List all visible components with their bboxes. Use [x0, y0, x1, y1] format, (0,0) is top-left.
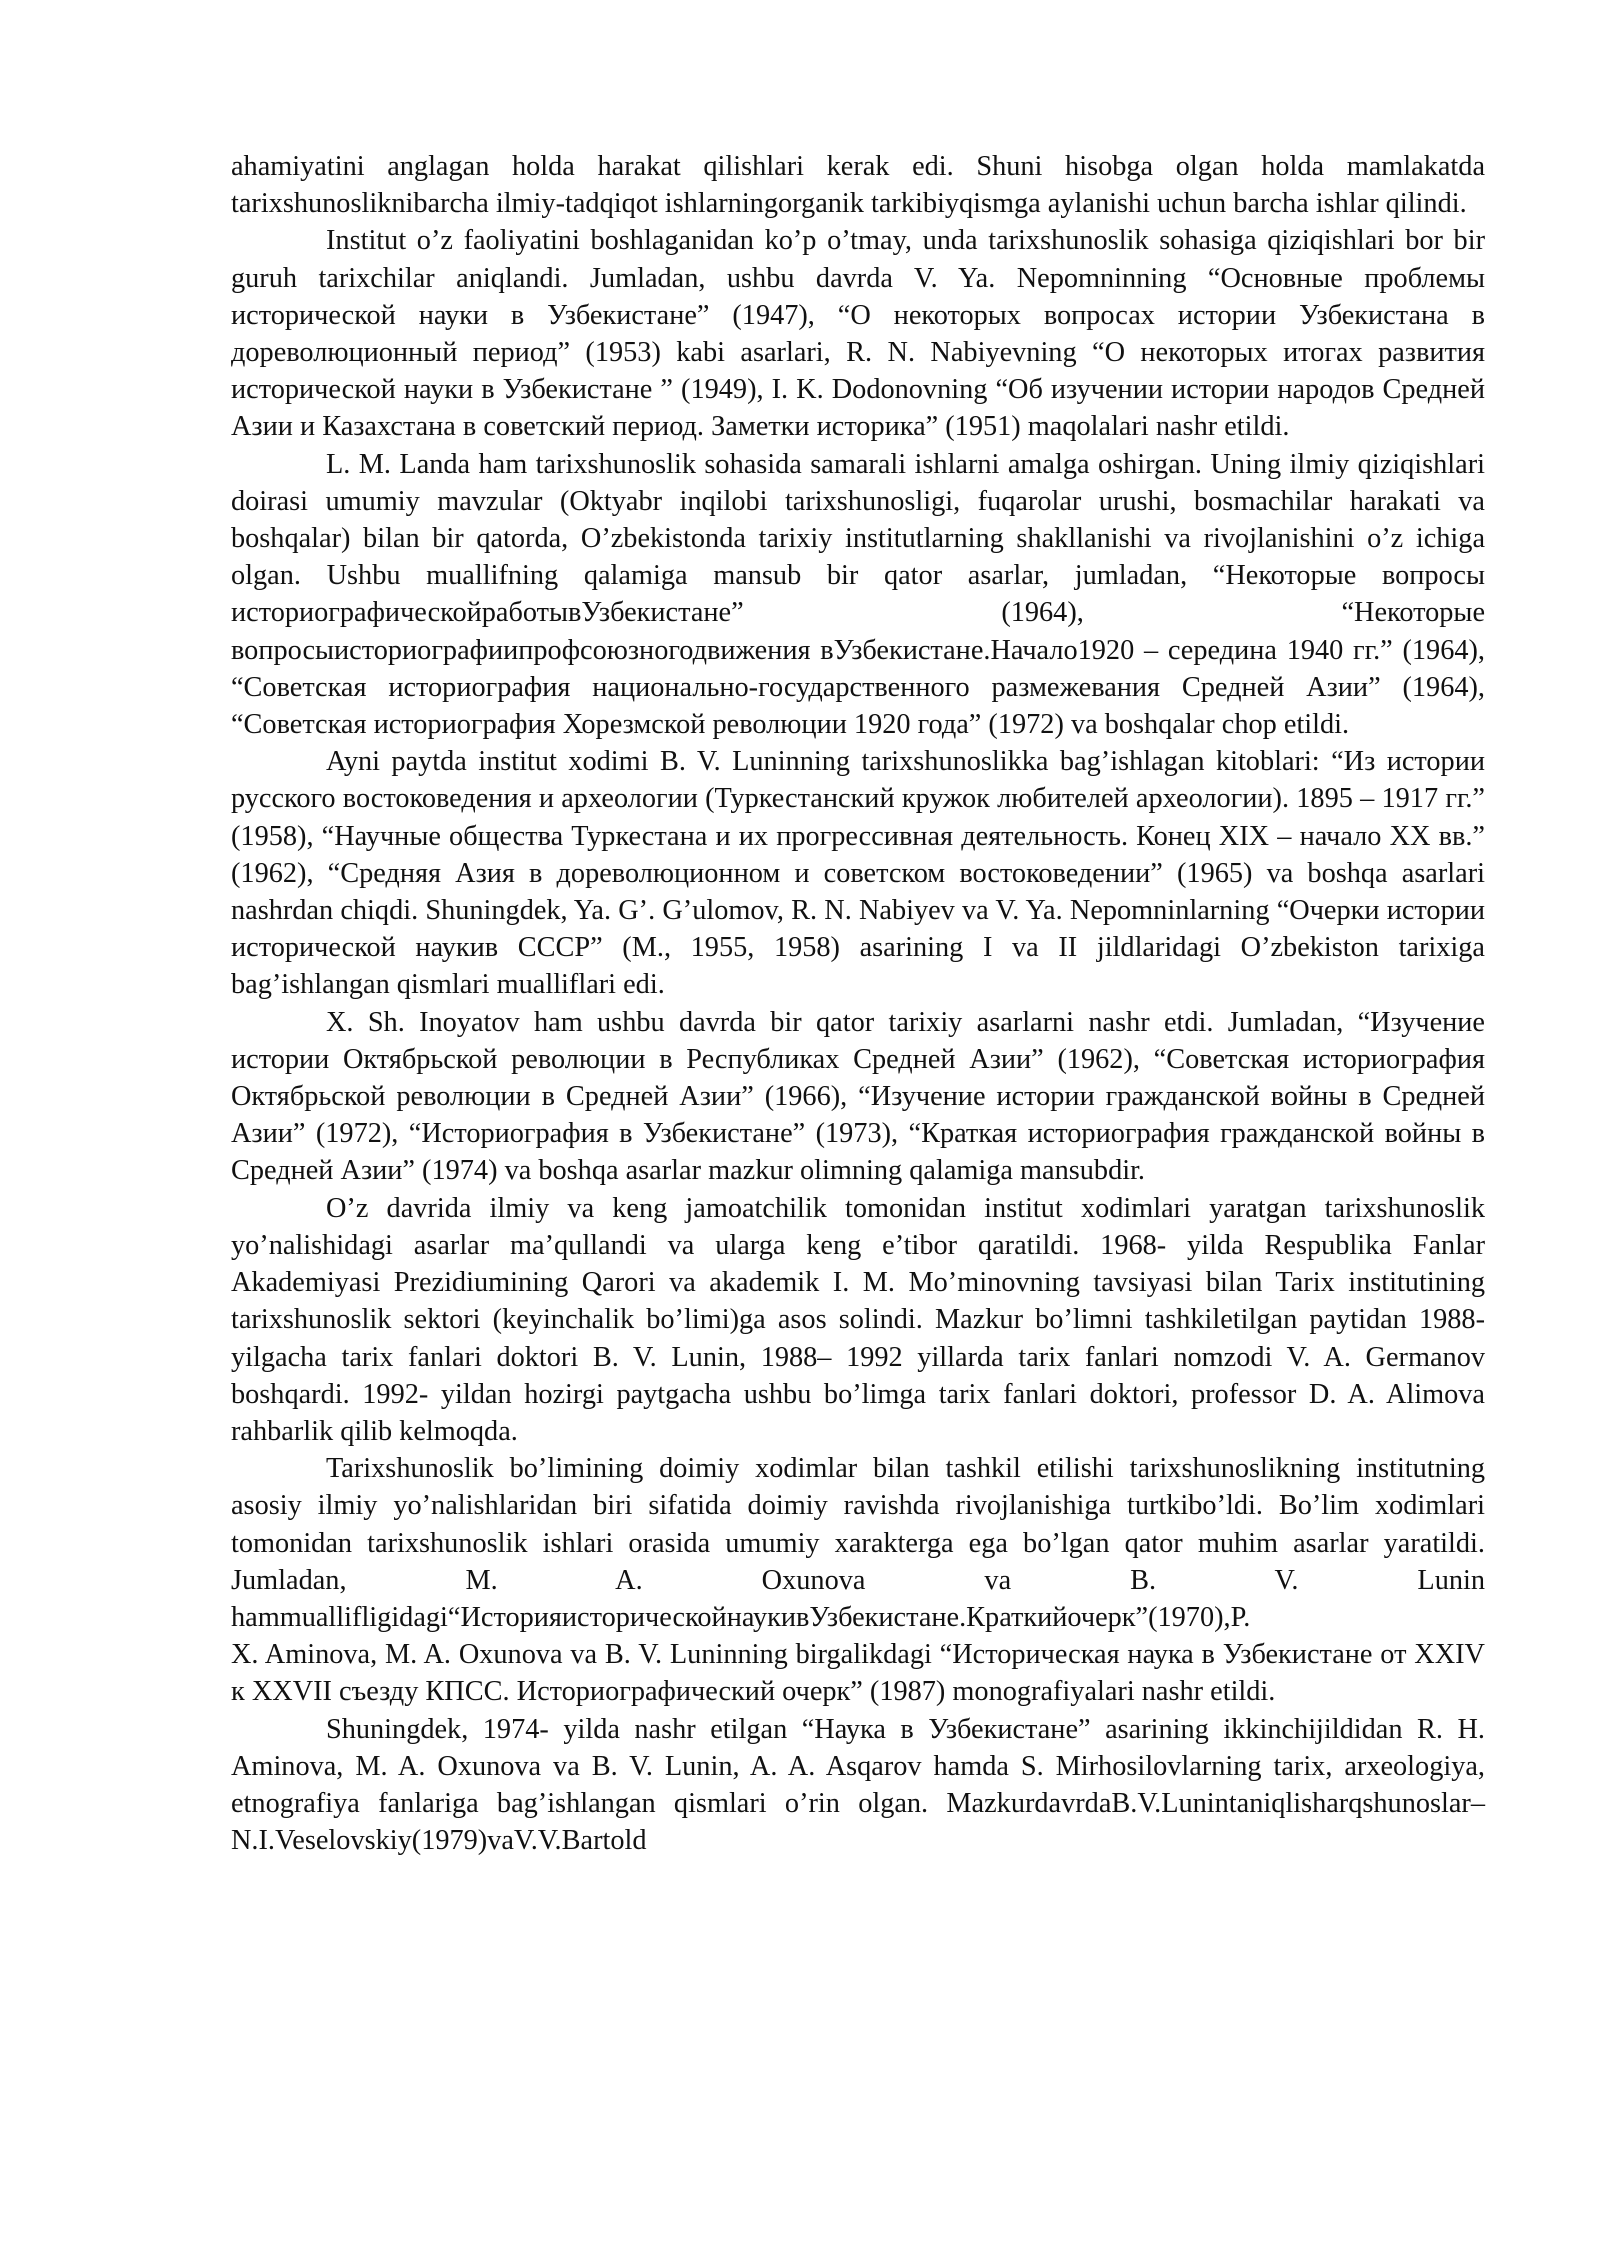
document-page — [231, 148, 1485, 1859]
paragraph-5: X. Sh. Inoyatov ham ushbu davrda bir qator tarixiy asarlarni nashr etdi. Jumladan, “Изучение истории Октябрьской революции в Республиках Средней Азии” (1962), “Советская историография Октябрьской революции в Средней Азии” (1966), “Изучение истории гражданской войны в Средней Азии” (1972), “Историография в Узбекистане” (1973), “Краткая историография гражданской войны в Средней Азии” (1974) va boshqa asarlar mazkur olimning qalamiga mansubdir. — [231, 1006, 1485, 1187]
paragraph-4: Ayni paytda institut xodimi B. V. Luninning tarixshunoslikka bag’ishlagan kitoblari: “Из истории русского востоковедения и археологии (Туркестанский кружок любителей археологии). 1895 – 1917 гг.” (1958), “Научные общества Туркестана и их прогрессивная деятельность. Конец XIX – начало XX вв.” (1962), “Средняя Азия в дореволюционном и советском востоковедении” (1965) va boshqa asarlari nashrdan chiqdi. Shuningdek, Ya. G’. G’ulomov, R. N. Nabiyev va V. Ya. Nepomninlarning “Очерки истории исторической наукив СССР” (M., 1955, 1958) asarining I va II jildlaridagi O’zbekiston tarixiga bag’ishlangan qismlari mualliflari edi. — [231, 746, 1485, 1001]
paragraph-9: Shuningdek, 1974- yilda nashr etilgan “Наука в Узбекистане” asarining ikkinchijildidan R. H. Aminova, M. A. Oxunova va B. V. Lunin, A. A. Asqarov hamda S. Mirhosilovlarning tarix, arxeologiya, etnografiya fanlariga bag’ishlangan qismlari o’rin olgan. MazkurdavrdaB.V.Lunintaniqlisharqshunoslar–N.I.Veselovskiy(1979)vaV.V.Bartold — [231, 1713, 1485, 1857]
paragraph-2: Institut o’z faoliyatini boshlaganidan ko’p o’tmay, unda tarixshunoslik sohasiga qiziqishlari bor bir guruh tarixchilar aniqlandi. Jumladan, ushbu davrda V. Ya. Nepomninning “Основные проблемы исторической науки в Узбекистане” (1947), “О некоторых вопросах истории Узбекистана в дореволюционный период” (1953) kabi asarlari, R. N. Nabiyevning “О некоторых итогах развития исторической науки в Узбекистане ” (1949), I. K. Dodonovning “Об изучении истории народов Средней Азии и Казахстана в советский период. Заметки историка” (1951) maqolalari nashr etildi. — [231, 225, 1485, 443]
paragraph-6: O’z davrida ilmiy va keng jamoatchilik tomonidan institut xodimlari yaratgan tarixshunoslik yo’nalishidagi asarlar ma’qullandi va ularga keng e’tibor qaratildi. 1968- yilda Respublika Fanlar Akademiyasi Prezidiumining Qarori va akademik I. M. Mo’minovning tavsiyasi bilan Tarix institutining tarixshunoslik sektori (keyinchalik bo’limi)ga asos solindi. Mazkur bo’limni tashkiletilgan paytidan 1988- yilgacha tarix fanlari doktori B. V. Lunin, 1988– 1992 yillarda tarix fanlari nomzodi V. A. Germanov boshqardi. 1992- yildan hozirgi paytgacha ushbu bo’limga tarix fanlari doktori, professor D. A. Alimova rahbarlik qilib kelmoqda. — [231, 1192, 1485, 1447]
paragraph-7: Tarixshunoslik bo’limining doimiy xodimlar bilan tashkil etilishi tarixshunoslikning institutning asosiy ilmiy yo’nalishlaridan biri sifatida doimiy ravishda rivojlanishiga turtkibo’ldi. Bo’lim xodimlari tomonidan tarixshunoslik ishlari orasida umumiy xarakterga ega bo’lgan qator muhim asarlar yaratildi. Jumladan, M. A. Oxunova va B. V. Lunin hammuallifligidagi“ИсторияисторическойнаукивУзбекистане.Краткийочерк”(1970),P. — [231, 1453, 1485, 1633]
paragraph-8: X. Aminova, M. A. Oxunova va B. V. Luninning birgalikdagi “Историческая наука в Узбекистане от XXIV к XXVII съезду КПСС. Историографический очерк” (1987) monografiyalari nashr etildi. — [231, 1639, 1485, 1708]
paragraph-1: ahamiyatini anglagan holda harakat qilishlari kerak edi. Shuni hisobga olgan holda mamlakatda tarixshunosliknibarcha ilmiy-tadqiqot ishlarningorganik tarkibiyqismga aylanishi uchun barcha ishlar qilindi. — [231, 151, 1485, 220]
paragraph-3: L. M. Landa ham tarixshunoslik sohasida samarali ishlarni amalga oshirgan. Uning ilmiy qiziqishlari doirasi umumiy mavzular (Oktyabr inqilobi tarixshunosligi, fuqarolar urushi, bosmachilar harakati va boshqalar) bilan bir qatorda, O’zbekistonda tarixiy institutlarning shakllanishi va rivojlanishini o’z ichiga olgan. Ushbu muallifning qalamiga mansub bir qator asarlar, jumladan, “Некоторые вопросы историографическойработывУзбекистане” (1964), “Некоторые вопросыисториографиипрофсоюзногодвижения вУзбекистане.Начало1920 – середина 1940 гг.” (1964), “Советская историография национально-государственного размежевания Средней Азии” (1964), “Советская историография Хорезмской революции 1920 года” (1972) va boshqalar chop etildi. — [231, 448, 1485, 741]
